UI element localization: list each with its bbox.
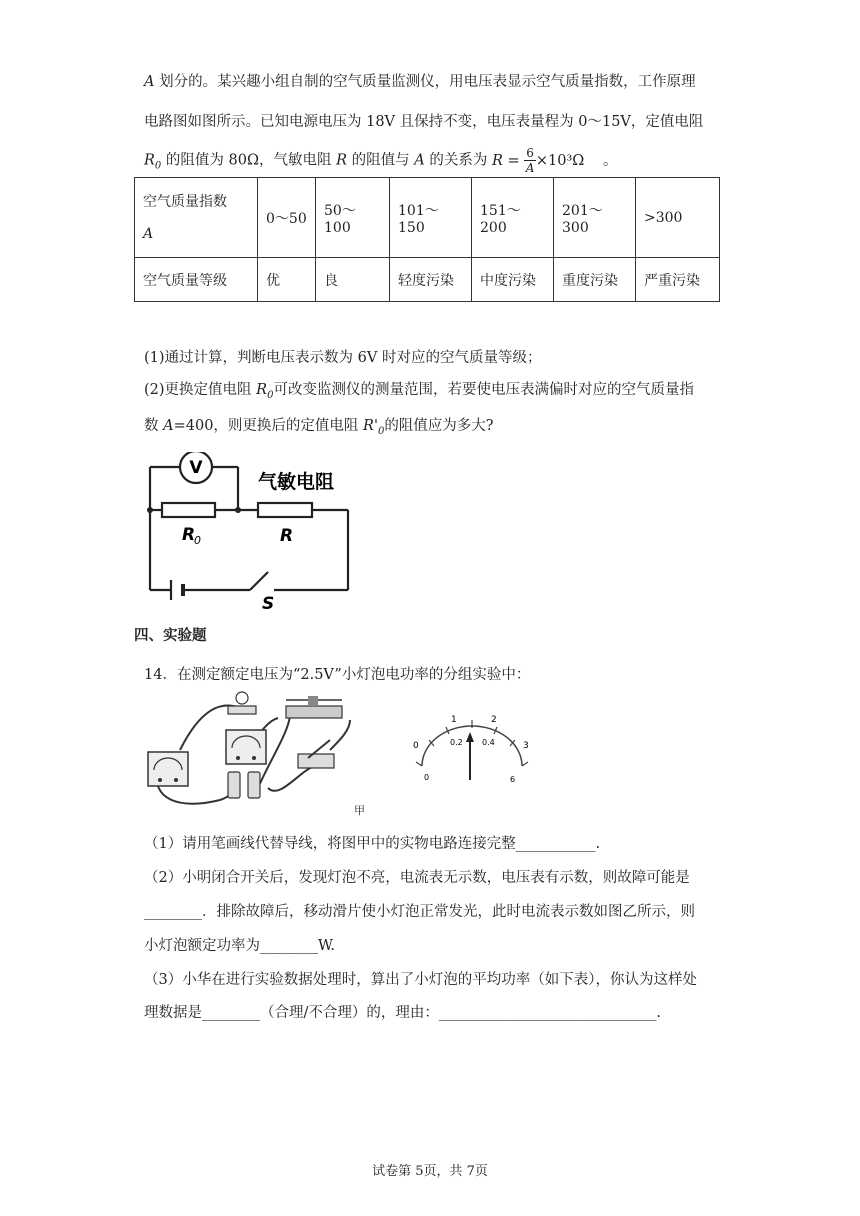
var-r: R [336, 152, 348, 169]
junction-dot [147, 507, 153, 513]
dial-pointer-head [466, 732, 474, 742]
question-1: (1)通过计算，判断电压表示数为 6V 时对应的空气质量等级； [144, 350, 542, 366]
r0-label-sub: 0 [194, 534, 201, 547]
table-cell: >300 [636, 178, 720, 258]
table-cell: 101～150 [390, 178, 472, 258]
intro-text-1: 划分的。某兴趣小组自制的空气质量监测仪，用电压表显示空气质量指数，工作原理 [154, 74, 696, 90]
table-header-level: 空气质量等级 [135, 258, 258, 302]
dial-top-label: 2 [491, 715, 497, 725]
bulb-icon [228, 692, 256, 714]
var-r0-sub: 0 [154, 160, 162, 172]
intro-line-3 [144, 146, 617, 175]
switch-label: S [262, 594, 275, 612]
table-cell: 重度污染 [554, 258, 636, 302]
sub-question-3-line-2: 理数据是________（合理/不合理）的，理由：______________________________. [144, 1005, 661, 1021]
dial-top-label: 1 [451, 715, 457, 725]
var-a: A [144, 74, 155, 90]
formula-lhs: R = [491, 152, 520, 169]
table-header-index-var: A [143, 225, 154, 242]
q2-text-b: 可改变监测仪的测量范围，若要使电压表满偏时对应的空气质量指 [273, 382, 694, 398]
table-row-level [135, 258, 720, 302]
sensor-label: 气敏电阻 [258, 471, 335, 493]
dial-inner-left-label: 0 [424, 773, 430, 782]
figure-caption-jia: 甲 [354, 804, 365, 817]
resistor-r0 [162, 503, 215, 517]
q2-l2-a: 数 [144, 418, 164, 434]
voltmeter-device-icon [226, 730, 266, 764]
q2-l2-sub: 0 [377, 425, 385, 437]
formula-rhs: ×10³Ω [535, 152, 585, 169]
rheostat-icon [286, 696, 342, 718]
q2-l2-b: =400，则更换后的定值电阻 [173, 418, 364, 434]
table-cell: 优 [258, 258, 316, 302]
intro-text-3f: 的关系为 [424, 152, 492, 169]
dial-inner-right-label: 6 [510, 775, 516, 784]
table-cell: 良 [316, 258, 390, 302]
intro-line-2: 电路图如图所示。已知电源电压为 18V 且保持不变，电压表量程为 0～15V，定值电阻 [144, 114, 704, 130]
table-cell: 轻度污染 [390, 258, 472, 302]
question-2-line-2 [144, 414, 494, 437]
sub-question-3-line-1: （3）小华在进行实验数据处理时，算出了小灯泡的平均功率（如下表），你认为这样处 [144, 972, 697, 988]
question-2-line-1 [144, 378, 694, 401]
table-cell: 严重污染 [636, 258, 720, 302]
resistor-r [258, 503, 312, 517]
ammeter-dial [404, 708, 534, 788]
sub-question-1: （1）请用笔画线代替导线，将图甲中的实物电路连接完整___________. [144, 836, 601, 852]
var-a2: A [414, 152, 425, 169]
switch-device-icon [298, 740, 334, 768]
junction-dot [235, 507, 241, 513]
table-cell: 0～50 [258, 178, 316, 258]
q2-r0-sub: 0 [267, 389, 274, 401]
intro-end: 。 [602, 152, 618, 169]
intro-text-3b: 的阻值为 80Ω，气敏电阻 [161, 152, 337, 169]
formula-den: A [525, 161, 535, 175]
r-label: R [280, 526, 294, 546]
physical-circuit-figure [140, 690, 380, 820]
section-heading: 四、实验题 [134, 628, 207, 644]
var-r0: R [144, 152, 155, 169]
circuit-diagram [140, 452, 370, 612]
table-header-index-label: 空气质量指数 [143, 193, 227, 210]
q2-l2-c: 的阻值应为多大? [384, 418, 494, 434]
table-cell: 中度污染 [472, 258, 554, 302]
intro-line-1 [144, 70, 696, 91]
ammeter-icon [148, 752, 188, 786]
sub-question-2-line-1: （2）小明闭合开关后，发现灯泡不亮，电流表无示数，电压表有示数，则故障可能是 [144, 870, 690, 886]
dial-inner-label: 0.2 [450, 738, 463, 747]
dial-left-label: 0 [413, 741, 419, 751]
formula-fraction [524, 146, 536, 175]
air-quality-table [134, 177, 720, 302]
intro-text-3d: 的阻值与 [347, 152, 415, 169]
q2-l2-r: R' [363, 418, 378, 434]
formula [491, 146, 589, 175]
table-cell: 201～300 [554, 178, 636, 258]
formula-num: 6 [526, 146, 534, 160]
question-14: 14．在测定额定电压为“2.5V”小灯泡电功率的分组实验中： [144, 667, 531, 683]
q2-l2-A: A [163, 418, 174, 434]
r0-label: R [182, 525, 196, 545]
sub-question-2-line-3: 小灯泡额定功率为________W. [144, 938, 335, 954]
q2-text-a: (2)更换定值电阻 [144, 382, 257, 398]
dial-inner-label: 0.4 [482, 738, 495, 747]
battery-icon [228, 772, 260, 798]
table-cell: 151～200 [472, 178, 554, 258]
table-cell: 50～100 [316, 178, 390, 258]
sub-question-2-line-2: ________．排除故障后，移动滑片使小灯泡正常发光，此时电流表示数如图乙所示，则 [144, 904, 695, 920]
q2-r0: R [256, 382, 268, 398]
table-row-index [135, 178, 720, 258]
voltmeter-label: V [189, 458, 203, 478]
table-header-index [135, 178, 258, 258]
dial-right-label: 3 [523, 741, 529, 751]
page-footer: 试卷第 5页，共 7页 [372, 1164, 488, 1179]
